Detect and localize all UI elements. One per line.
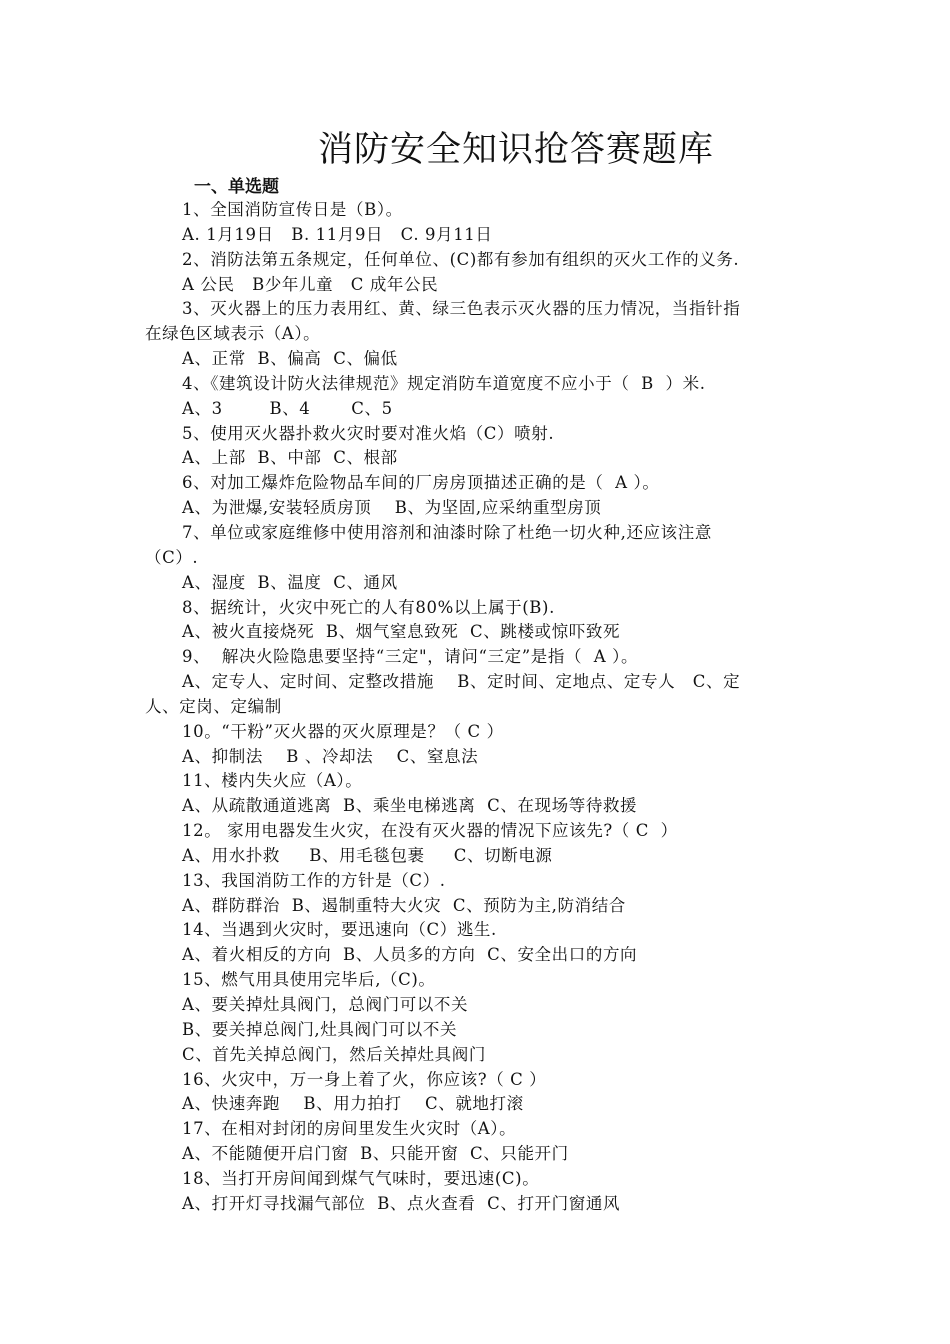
- text-line: 8、据统计，火灾中死亡的人有80%以上属于(B).: [182, 597, 555, 617]
- text-line: 12。 家用电器发生火灾，在没有灭火器的情况下应该先?（ C ）: [182, 821, 678, 841]
- text-line: A、正常 B、偏高 C、偏低: [182, 349, 398, 369]
- text-line: 1、全国消防宣传日是（B）。: [182, 200, 403, 219]
- text-line: A、湿度 B、温度 C、通风: [182, 572, 398, 592]
- text-line: A、打开灯寻找漏气部位 B、点火查看 C、打开门窗通风: [182, 1193, 621, 1213]
- text-line: A、着火相反的方向 B、人员多的方向 C、安全出口的方向: [182, 945, 638, 965]
- text-line: 7、单位或家庭维修中使用溶剂和油漆时除了杜绝一切火种,还应该注意: [182, 522, 712, 542]
- text-line: A、上部 B、中部 C、根部: [182, 448, 398, 468]
- text-line: A 公民 B少年儿童 C 成年公民: [182, 274, 439, 294]
- text-line: 4、《建筑设计防火法律规范》规定消防车道宽度不应小于（ B ）米.: [182, 373, 706, 393]
- text-line: 16、火灾中，万一身上着了火，你应该?（ C ）: [182, 1069, 547, 1089]
- text-line: 18、当打开房间闻到煤气气味时，要迅速(C)。: [182, 1168, 540, 1188]
- text-line: A、3 B、4 C、5: [182, 398, 393, 418]
- text-line: 6、对加工爆炸危险物品车间的厂房房顶描述正确的是（ A ）。: [182, 473, 660, 493]
- text-line: 17、在相对封闭的房间里发生火灾时（A）。: [182, 1119, 517, 1139]
- text-line: C、首先关掉总阀门，然后关掉灶具阀门: [182, 1044, 486, 1064]
- text-line: 14、当遇到火灾时，要迅速向（C）逃生.: [182, 920, 497, 940]
- text-line: 9、 解决火险隐患要坚持“三定"，请问“三定”是指（ A ）。: [182, 647, 639, 667]
- text-line: A、快速奔跑 B、用力拍打 C、就地打滚: [182, 1094, 524, 1114]
- text-line: 人、定岗、定编制: [145, 696, 282, 716]
- question-list: [0, 198, 950, 1217]
- text-line: 在绿色区域表示（A）。: [145, 324, 321, 344]
- text-line: A、被火直接烧死 B、烟气窒息致死 C、跳楼或惊吓致死: [182, 622, 621, 642]
- text-line: （C）.: [145, 547, 199, 567]
- text-line: A、不能随便开启门窗 B、只能开窗 C、只能开门: [182, 1144, 569, 1164]
- text-line: A、群防群治 B、遏制重特大火灾 C、预防为主,防消结合: [182, 895, 626, 915]
- text-line: B、要关掉总阀门,灶具阀门可以不关: [182, 1019, 458, 1039]
- text-line: A、定专人、定时间、定整改措施 B、定时间、定地点、定专人 C、定: [182, 672, 741, 692]
- text-line: 2、消防法第五条规定，任何单位、(C)都有参加有组织的灭火工作的义务.: [182, 249, 740, 269]
- text-line: 13、我国消防工作的方针是（C）.: [182, 870, 446, 890]
- document-title: 消防安全知识抢答赛题库: [318, 130, 715, 170]
- text-line: A、抑制法 B 、冷却法 C、窒息法: [182, 746, 479, 766]
- text-line: 10。“干粉”灭火器的灭火原理是？（ C ）: [182, 721, 504, 741]
- section-heading: 一、单选题: [194, 177, 279, 197]
- text-line: A、要关掉灶具阀门，总阀门可以不关: [182, 995, 469, 1014]
- text-line: 11、楼内失火应（A）。: [182, 771, 363, 791]
- text-line: A、为泄爆,安装轻质房顶 B、为坚固,应采纳重型房顶: [182, 498, 602, 518]
- text-line: A. 1月19日 B. 11月9日 C. 9月11日: [182, 224, 493, 244]
- text-line: 5、使用灭火器扑救火灾时要对准火焰（C）喷射.: [182, 423, 555, 443]
- text-line: 3、灭火器上的压力表用红、黄、绿三色表示灭火器的压力情况，当指针指: [182, 299, 741, 319]
- text-line: 15、燃气用具使用完毕后,（C)。: [182, 970, 436, 990]
- text-line: A、从疏散通道逃离 B、乘坐电梯逃离 C、在现场等待救援: [182, 796, 638, 816]
- text-line: A、用水扑救 B、用毛毯包裹 C、切断电源: [182, 845, 553, 865]
